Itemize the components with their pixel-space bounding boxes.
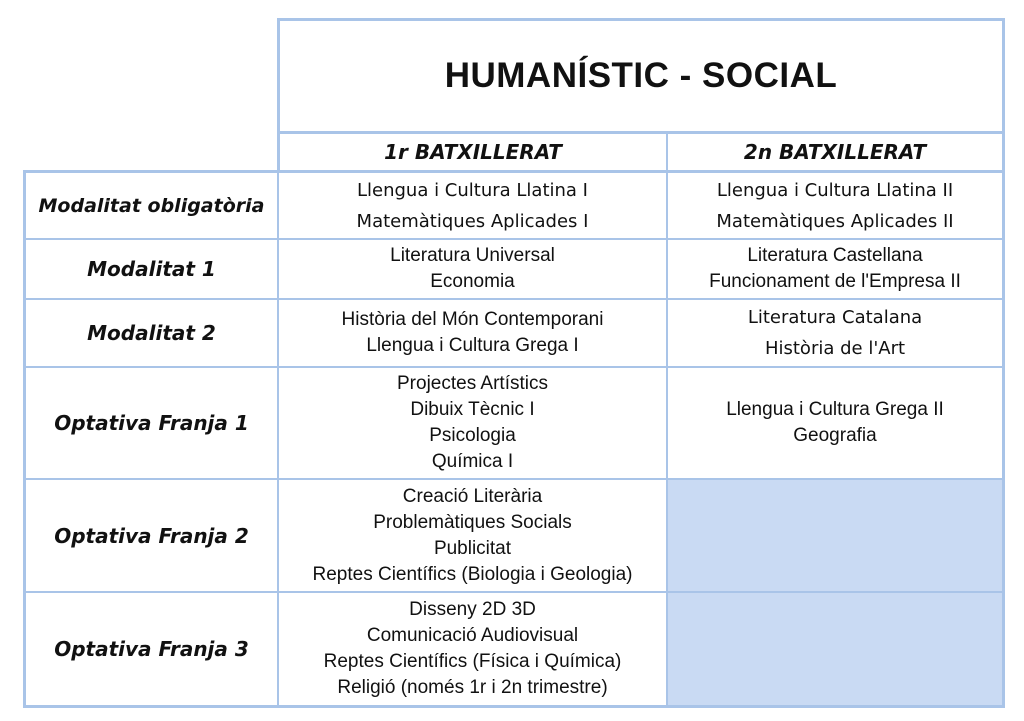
cell-1r-modalitat-2 (279, 300, 666, 366)
cell-2n-modalitat-obligatoria (668, 173, 1002, 238)
subject: Projectes Artístics (397, 373, 548, 394)
table-title: HUMANÍSTIC - SOCIAL (444, 56, 838, 95)
cell-1r-optativa-franja-3 (279, 593, 666, 705)
subject: Creació Literària (402, 485, 543, 507)
subject: Dibuix Tècnic I (410, 399, 535, 420)
row-label-optativa-franja-2: Optativa Franja 2 (54, 523, 249, 548)
row-label-modalitat-2: Modalitat 2 (87, 321, 216, 345)
subject: Disseny 2D 3D (409, 599, 536, 620)
subject: Química I (431, 451, 514, 472)
cell-1r-modalitat-1 (279, 240, 666, 298)
row-label-modalitat-obligatoria: Modalitat obligatòria (38, 194, 265, 217)
subject: Literatura Catalana (747, 307, 923, 328)
cell-2n-modalitat-2 (668, 300, 1002, 366)
subject: Literatura Castellana (747, 245, 923, 266)
subject: Publicitat (433, 537, 512, 559)
cell-1r-optativa-franja-2 (279, 480, 666, 591)
subject: Funcionament de l'Empresa II (709, 271, 961, 292)
subject: Matemàtiques Aplicades II (716, 210, 954, 232)
column-header-1r: 1r BATXILLERAT (384, 140, 562, 164)
subject: Història del Món Contemporani (341, 309, 604, 330)
subject: Psicologia (429, 425, 516, 446)
row-label-optativa-franja-1: Optativa Franja 1 (54, 411, 249, 435)
subject: Geografia (793, 425, 877, 446)
subject: Religió (només 1r i 2n trimestre) (337, 677, 608, 698)
cell-2n-modalitat-1 (668, 240, 1002, 298)
column-header-2n: 2n BATXILLERAT (743, 140, 927, 164)
subject: Història de l'Art (764, 338, 906, 359)
subject: Problemàtiques Socials (373, 511, 572, 533)
cell-1r-optativa-franja-1 (279, 368, 666, 478)
subject: Llengua i Cultura Grega II (726, 399, 944, 420)
row-label-optativa-franja-3: Optativa Franja 3 (54, 637, 249, 661)
subject: Llengua i Cultura Llatina II (716, 179, 954, 201)
subject: Reptes Científics (Física i Química) (323, 651, 622, 672)
subject: Llengua i Cultura Llatina I (356, 179, 588, 201)
cell-1r-modalitat-obligatoria (279, 173, 666, 238)
subject: Comunicació Audiovisual (366, 625, 579, 646)
subject: Economia (430, 271, 515, 292)
subject: Matemàtiques Aplicades I (356, 210, 589, 232)
cell-2n-optativa-franja-1 (668, 368, 1002, 478)
subject: Literatura Universal (390, 245, 555, 266)
subject: Reptes Científics (Biologia i Geologia) (312, 563, 633, 585)
row-label-modalitat-1: Modalitat 1 (87, 257, 216, 281)
subject: Llengua i Cultura Grega I (366, 335, 579, 356)
